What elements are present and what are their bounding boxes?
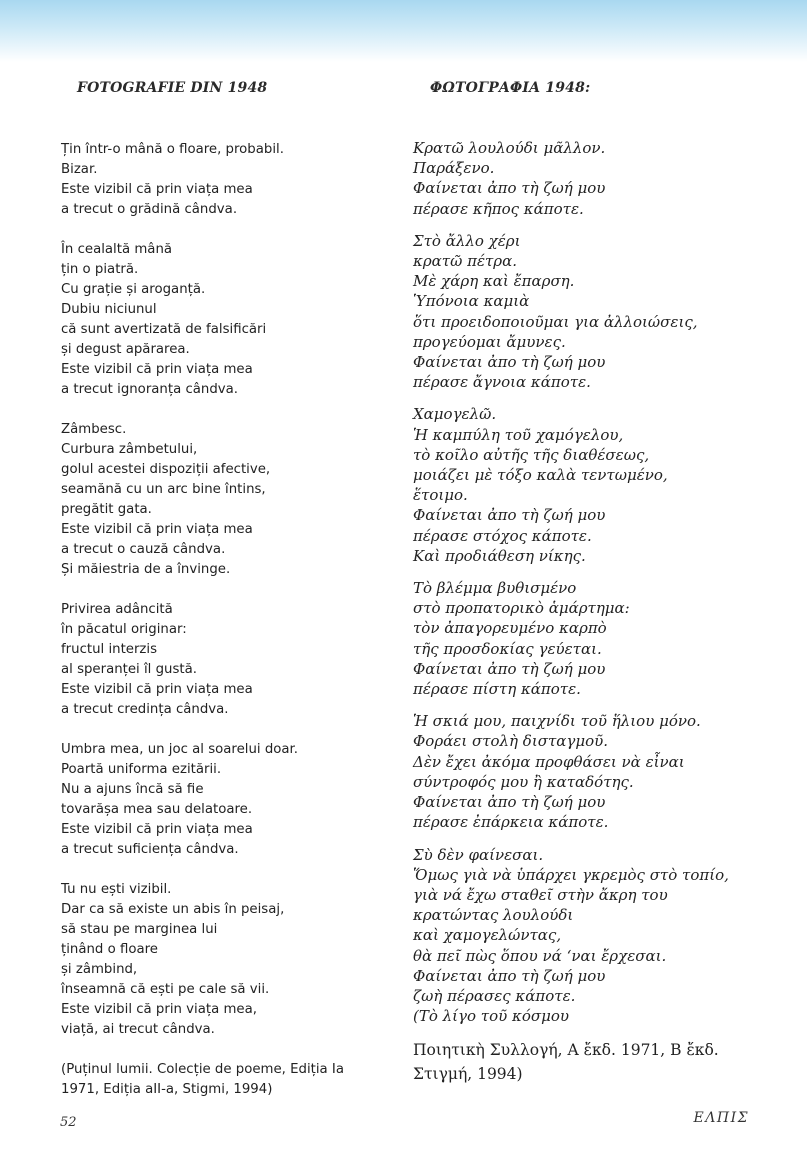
journal-name: ΕΛΠΙΣ: [693, 1110, 749, 1126]
greek-verse-line: πέρασε κῆπος κάποτε.: [413, 199, 584, 218]
greek-verse-line: Τὸ βλέμμα βυθισμένο: [413, 579, 577, 598]
greek-stanza: [413, 404, 783, 566]
romanian-verse-line: a trecut o grădină cândva.: [61, 202, 238, 217]
greek-citation-line: Στιγμή, 1994): [413, 1065, 523, 1084]
greek-poem-column: [413, 138, 783, 1098]
romanian-verse-line: Și măiestria de a învinge.: [61, 562, 231, 577]
romanian-verse-line: Este vizibil că prin viața mea: [61, 362, 253, 377]
romanian-verse-line: că sunt avertizată de falsificări: [61, 322, 267, 337]
romanian-verse-line: Este vizibil că prin viața mea: [61, 822, 253, 837]
romanian-citation: [61, 1060, 401, 1100]
greek-verse-line: (Τὸ λίγο τοῦ κόσμου: [413, 1007, 570, 1026]
romanian-poem-column: [61, 140, 401, 1120]
greek-stanza: [413, 845, 783, 1027]
romanian-verse-line: seamănă cu un arc bine întins,: [61, 482, 266, 497]
greek-verse-line: Φαίνεται ἀπο τὴ ζωή μου: [413, 793, 606, 812]
greek-verse-line: Φαίνεται ἀπο τὴ ζωή μου: [413, 506, 606, 525]
greek-verse-line: κρατῶ πέτρα.: [413, 252, 518, 271]
greek-verse-line: Ἡ σκιά μου, παιχνίδι τοῦ ἥλιου μόνο.: [413, 712, 701, 731]
greek-verse-line: πέρασε πίστη κάποτε.: [413, 680, 581, 699]
greek-stanza: [413, 138, 783, 219]
romanian-verse-line: fructul interzis: [61, 642, 158, 657]
romanian-verse-line: Dubiu niciunul: [61, 302, 157, 317]
greek-verse-line: Φαίνεται ἀπο τὴ ζωή μου: [413, 966, 606, 985]
greek-verse-line: Χαμογελῶ.: [413, 405, 497, 424]
greek-verse-line: Στὸ ἄλλο χέρι: [413, 231, 521, 250]
romanian-verse-line: a trecut o cauză cândva.: [61, 542, 226, 557]
romanian-verse-line: Țin într-o mână o floare, probabil.: [61, 142, 284, 157]
romanian-verse-line: Privirea adâncită: [61, 602, 173, 617]
romanian-verse-line: În cealaltă mână: [61, 242, 173, 257]
greek-citation-line: Ποιητικὴ Συλλογή, Α ἔκδ. 1971, Β ἔκδ.: [413, 1041, 719, 1060]
romanian-verse-line: să stau pe marginea lui: [61, 922, 218, 937]
greek-verse-line: Φαίνεται ἀπο τὴ ζωή μου: [413, 659, 606, 678]
romanian-verse-line: a trecut ignoranța cândva.: [61, 382, 239, 397]
greek-verse-line: καὶ χαμογελώντας,: [413, 926, 562, 945]
greek-verse-line: στὸ προπατορικὸ ἁμάρτημα:: [413, 599, 630, 618]
greek-verse-line: προγεύομαι ἄμυνες.: [413, 332, 566, 351]
greek-verse-line: Ἡ καμπύλη τοῦ χαμόγελου,: [413, 425, 624, 444]
greek-verse-line: θὰ πεῖ πὼς ὅπου νά ʻναι ἔρχεσαι.: [413, 946, 667, 965]
romanian-citation-line: (Puținul lumii. Colecție de poeme, Ediția Ia: [61, 1062, 345, 1077]
romanian-verse-line: viață, ai trecut cândva.: [61, 1022, 215, 1037]
romanian-verse-line: și degust apărarea.: [61, 342, 190, 357]
romanian-verse-line: Tu nu ești vizibil.: [61, 882, 172, 897]
greek-verse-line: Δὲν ἔχει ἀκόμα προφθάσει νὰ εἶναι: [413, 752, 685, 771]
greek-verse-line: ἕτοιμο.: [413, 486, 468, 505]
greek-verse-line: πέρασε ἐπάρκεια κάποτε.: [413, 813, 609, 832]
greek-verse-line: τῆς προσδοκίας γεύεται.: [413, 639, 602, 658]
greek-stanza: [413, 578, 783, 699]
romanian-verse-line: Poartă uniforma ezitării.: [61, 762, 222, 777]
greek-verse-line: πέρασε στόχος κάποτε.: [413, 526, 592, 545]
greek-verse-line: σύντροφός μου ἢ καταδότης.: [413, 772, 634, 791]
romanian-stanza: [61, 140, 401, 220]
greek-verse-line: Κρατῶ λουλούδι μᾶλλον.: [413, 139, 606, 157]
romanian-verse-line: al speranței îl gustă.: [61, 662, 197, 677]
greek-verse-line: Φαίνεται ἀπο τὴ ζωή μου: [413, 179, 606, 198]
header-gradient-band: [0, 0, 807, 62]
greek-verse-line: ζωὴ πέρασες κάποτε.: [413, 986, 576, 1005]
greek-verse-line: Σὺ δὲν φαίνεσαι.: [413, 845, 544, 864]
romanian-poem-title: FOTOGRAFIE DIN 1948: [77, 80, 268, 96]
romanian-verse-line: și zâmbind,: [61, 962, 138, 977]
romanian-verse-line: Este vizibil că prin viața mea: [61, 682, 253, 697]
romanian-verse-line: tovarășa mea sau delatoare.: [61, 802, 253, 817]
romanian-verse-line: Dar ca să existe un abis în peisaj,: [61, 902, 285, 917]
romanian-verse-line: Este vizibil că prin viața mea: [61, 522, 253, 537]
romanian-stanza: [61, 240, 401, 400]
greek-poem-title: ΦΩΤΟΓΡΑΦΙΑ 1948:: [430, 80, 591, 96]
greek-verse-line: μοιάζει μὲ τόξο καλὰ τεντωμένο,: [413, 466, 668, 485]
romanian-verse-line: golul acestei dispoziții afective,: [61, 462, 271, 477]
greek-verse-line: γιὰ νά ἔχω σταθεῖ στὴν ἄκρη του: [413, 885, 668, 904]
romanian-verse-line: pregătit gata.: [61, 502, 152, 517]
greek-verse-line: πέρασε ἄγνοια κάποτε.: [413, 373, 591, 392]
greek-verse-line: Παράξενο.: [413, 159, 495, 178]
greek-verse-line: Ὅμως γιὰ νὰ ὑπάρχει γκρεμὸς στὸ τοπίο,: [413, 865, 729, 884]
romanian-verse-line: Curbura zâmbetului,: [61, 442, 198, 457]
greek-verse-line: Φοράει στολὴ δισταγμοῦ.: [413, 732, 609, 751]
romanian-verse-line: Umbra mea, un joc al soarelui doar.: [61, 742, 299, 757]
romanian-verse-line: Este vizibil că prin viața mea: [61, 182, 253, 197]
romanian-verse-line: a trecut credința cândva.: [61, 702, 229, 717]
romanian-stanza: [61, 880, 401, 1040]
greek-verse-line: τὸν ἀπαγορευμένο καρπὸ: [413, 619, 607, 638]
romanian-verse-line: Zâmbesc.: [61, 422, 127, 437]
romanian-verse-line: Bizar.: [61, 162, 98, 177]
greek-verse-line: Μὲ χάρη καὶ ἔπαρση.: [413, 272, 575, 291]
romanian-verse-line: Este vizibil că prin viața mea,: [61, 1002, 257, 1017]
greek-verse-line: τὸ κοῖλο αὐτῆς τῆς διαθέσεως,: [413, 445, 650, 464]
romanian-verse-line: țin o piatră.: [61, 262, 139, 277]
greek-verse-line: Φαίνεται ἀπο τὴ ζωή μου: [413, 353, 606, 372]
romanian-citation-line: 1971, Ediția aII-a, Stigmi, 1994): [61, 1082, 273, 1097]
greek-verse-line: κρατώντας λουλούδι: [413, 906, 574, 925]
greek-verse-line: Ὑπόνοια καμιὰ: [413, 292, 530, 311]
page-number: 52: [60, 1115, 77, 1130]
greek-citation: [413, 1038, 783, 1086]
greek-verse-line: ὅτι προειδοποιοῦμαι για ἀλλοιώσεις,: [413, 312, 698, 331]
romanian-stanza: [61, 740, 401, 860]
greek-stanza: [413, 231, 783, 393]
romanian-stanza: [61, 600, 401, 720]
romanian-verse-line: Nu a ajuns încă să fie: [61, 782, 204, 797]
romanian-stanza: [61, 420, 401, 580]
romanian-verse-line: înseamnă că ești pe cale să vii.: [61, 982, 270, 997]
romanian-verse-line: ținând o floare: [61, 942, 158, 957]
greek-verse-line: Καὶ προδιάθεση νίκης.: [413, 546, 586, 565]
romanian-verse-line: a trecut suficiența cândva.: [61, 842, 239, 857]
romanian-verse-line: în păcatul originar:: [61, 622, 187, 637]
greek-stanza: [413, 711, 783, 832]
romanian-verse-line: Cu grație și aroganță.: [61, 282, 206, 297]
